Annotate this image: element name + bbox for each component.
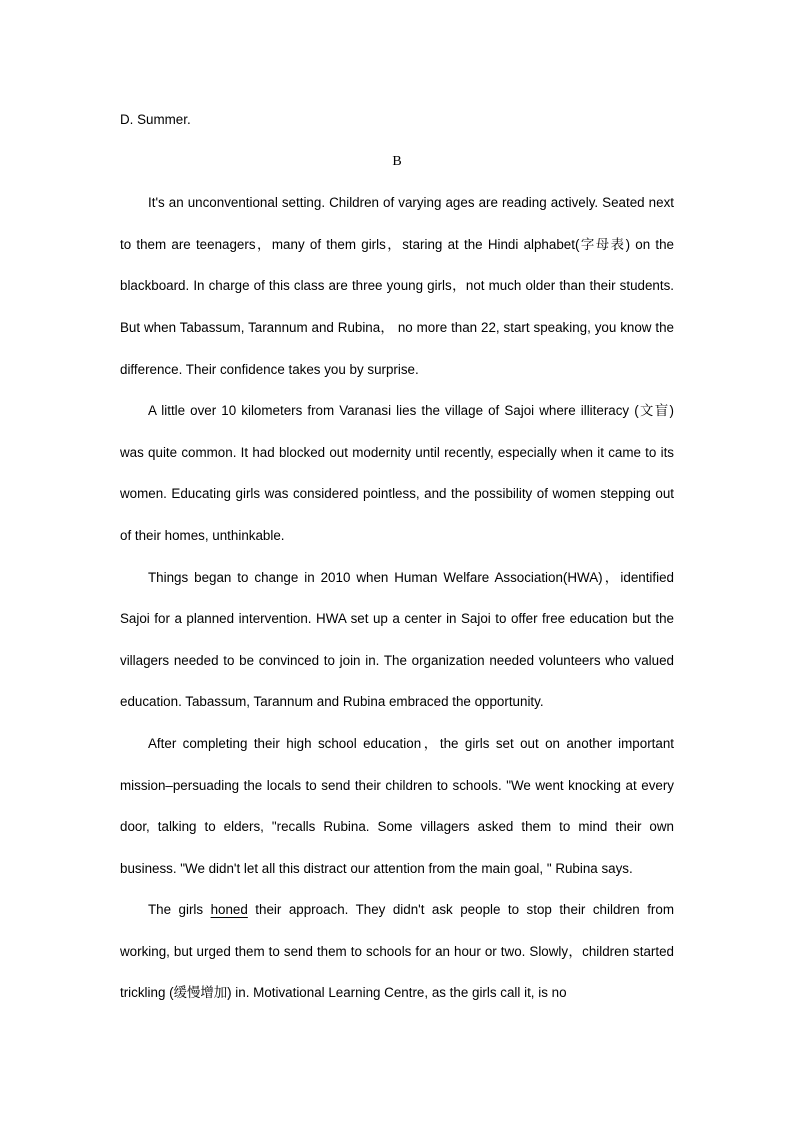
document-page xyxy=(120,99,674,1014)
passage-paragraph-1: It's an unconventional setting. Children of varying ages are reading actively. Seated next to them are teenagers，many of them girls，staring at the Hindi alphabet(字母表) on the blackboard. In charge of this class are three young girls，not much older than their students. But when Tabassum, Tarannum and Rubina， no more than 22, start speaking, you know the difference. Their confidence takes you by surprise. xyxy=(120,195,674,377)
passage-paragraph-4: After completing their high school education，the girls set out on another important mission–persuading the locals to send their children to schools. "We went knocking at every door, talking to elders, "recalls Rubina. Some villagers asked them to mind their own business. "We didn't let all this distract our attention from the main goal, " Rubina says. xyxy=(120,735,674,876)
paragraph-5-rest: their approach. They didn't ask people to stop their children from working, but urged them to send them to schools for an hour or two. Slowly，children started trickling (缓慢增加) in. Motivational Learning Centre, as the girls call it, is no xyxy=(120,902,674,1001)
passage-paragraph-5 xyxy=(120,889,674,1014)
passage-paragraph-2: A little over 10 kilometers from Varanasi lies the village of Sajoi where illiteracy (文盲) was quite common. It had blocked out modernity until recently, especially when it came to its women. Educating girls was considered pointless, and the possibility of women stepping out of their homes, unthinkable. xyxy=(120,403,674,543)
answer-option-d: D. Summer. xyxy=(120,112,191,127)
underlined-word-honed: honed xyxy=(210,902,248,918)
section-label: B xyxy=(392,153,402,169)
passage-paragraph-3: Things began to change in 2010 when Human Welfare Association(HWA)，identified Sajoi for a planned intervention. HWA set up a center in Sajoi to offer free education but the villagers needed to be convinced to join in. The organization needed volunteers who valued education. Tabassum, Tarannum and Rubina embraced the opportunity. xyxy=(120,569,674,710)
paragraph-5-lead: The girls xyxy=(148,902,211,918)
